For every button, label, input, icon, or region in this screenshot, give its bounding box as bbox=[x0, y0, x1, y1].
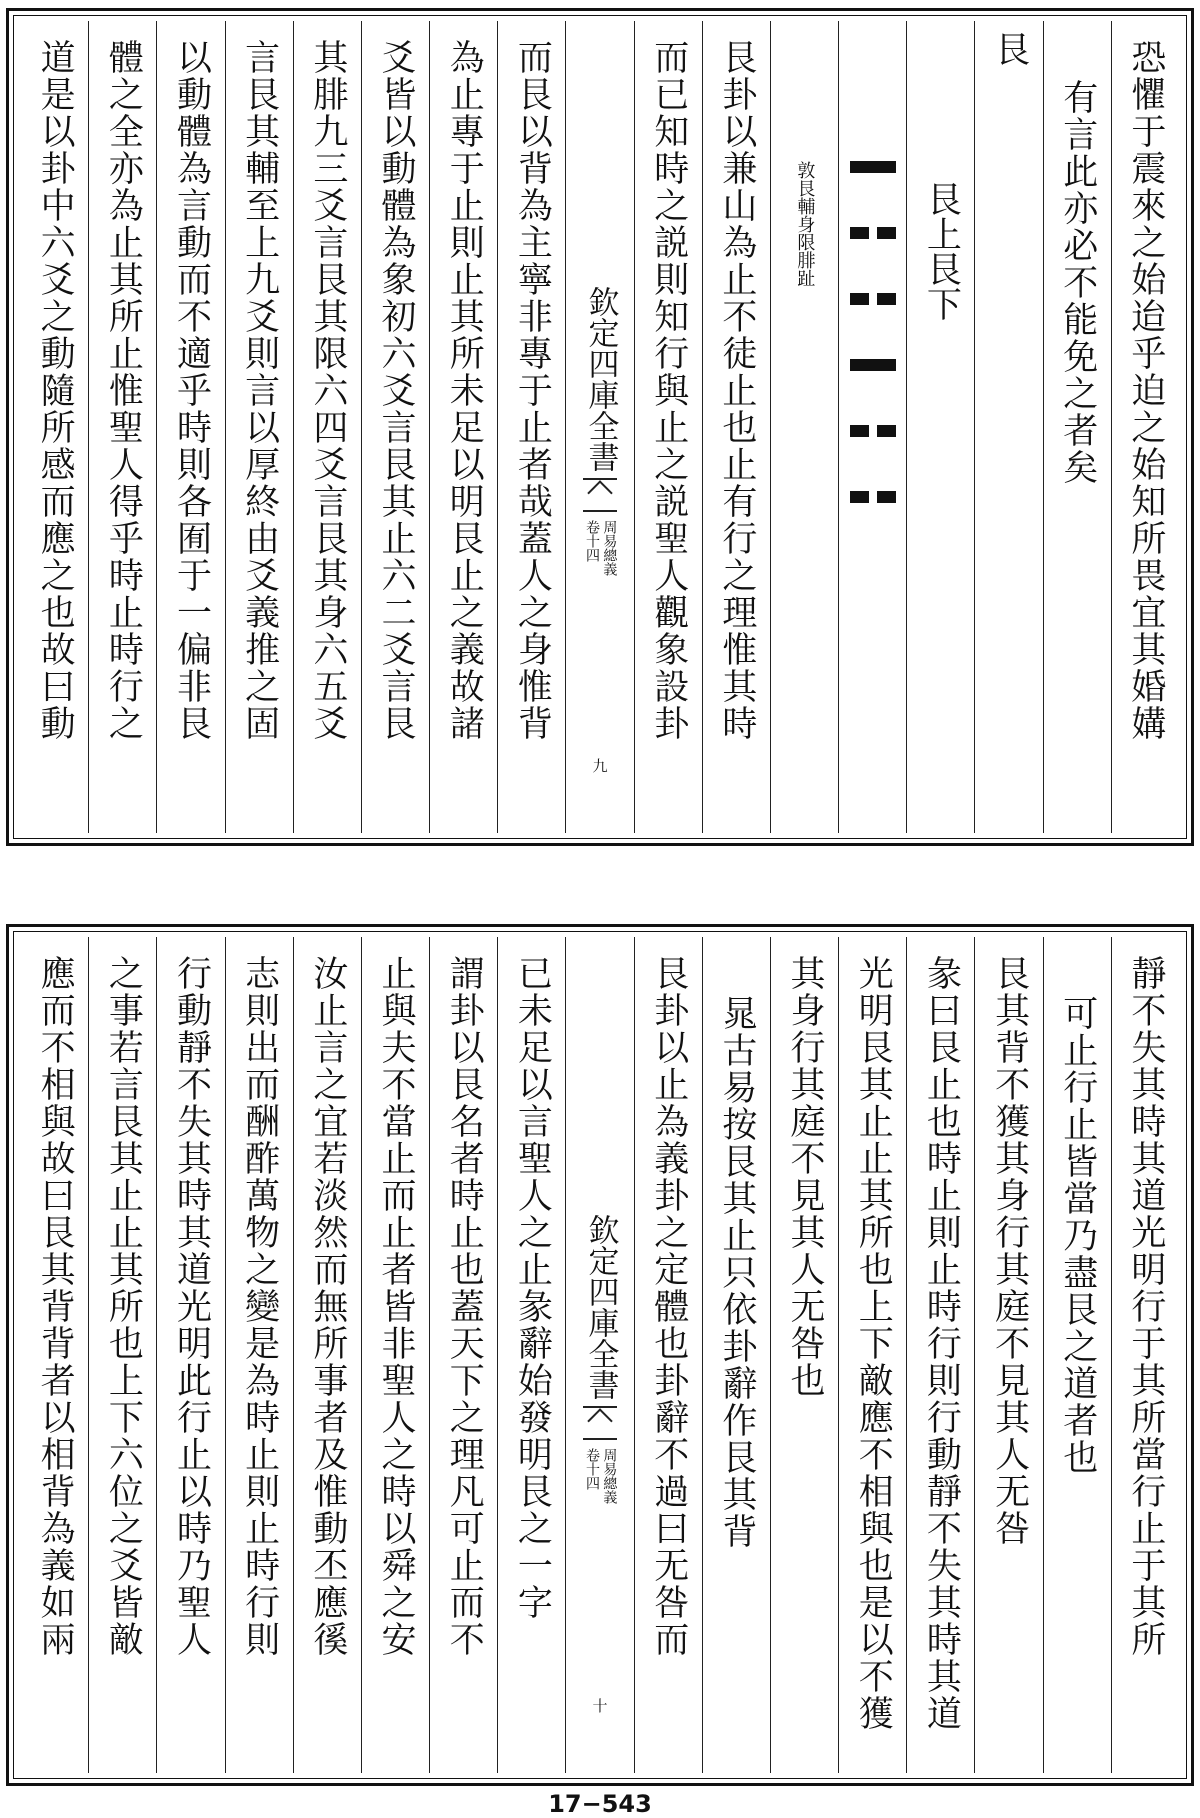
line-segment bbox=[850, 293, 869, 305]
text-column: 光明艮其止止其所也上下敵應不相與也是以不獲 bbox=[838, 937, 906, 1773]
page-number: 九 bbox=[590, 758, 609, 773]
text-column: 已未足以言聖人之止彖辭始發明艮之一字 bbox=[497, 937, 565, 1773]
text-column: 志則出而酬酢萬物之變是為時止則止時行則 bbox=[225, 937, 293, 1773]
text-column: 行動靜不失其時其道光明此行止以時乃聖人 bbox=[156, 937, 224, 1773]
line-segment bbox=[850, 161, 896, 173]
top-page-panel bbox=[6, 8, 1194, 846]
volume-label: 卷十四 bbox=[584, 520, 601, 562]
broken-line bbox=[850, 293, 896, 305]
text-column: 晁古易按艮其止只依卦辭作艮其背 bbox=[702, 937, 770, 1773]
text-column: 而艮以背為主寧非專于止者哉蓋人之身惟背 bbox=[497, 21, 565, 833]
line-names-text: 敦艮輔身限腓趾 bbox=[794, 161, 816, 287]
text-column: 之事若言艮其止止其所也上下六位之爻皆敵 bbox=[88, 937, 156, 1773]
bottom-columns bbox=[21, 937, 1179, 1773]
solid-line bbox=[850, 359, 896, 371]
line-segment bbox=[850, 227, 869, 239]
hexagram-name-column: 艮 bbox=[974, 21, 1042, 833]
book-title: 欽定四庫全書 bbox=[582, 286, 619, 472]
text-column: 艮卦以止為義卦之定體也卦辭不過曰无咎而 bbox=[634, 937, 702, 1773]
center-margin-column bbox=[565, 937, 633, 1773]
page-number: 十 bbox=[590, 1698, 609, 1713]
text-column: 可止行止皆當乃盡艮之道者也 bbox=[1043, 937, 1111, 1773]
text-column: 汝止言之宜若淡然而無所事者及惟動丕應徯 bbox=[293, 937, 361, 1773]
line-segment bbox=[877, 227, 896, 239]
trigram-label-column: 艮上艮下 bbox=[906, 21, 974, 833]
book-subtitle: 周易總義 bbox=[601, 1448, 618, 1504]
volume-label: 卷十四 bbox=[584, 1448, 601, 1490]
broken-line bbox=[850, 227, 896, 239]
text-column: 謂卦以艮名者時止也蓋天下之理凡可止而不 bbox=[429, 937, 497, 1773]
line-names-column bbox=[770, 21, 838, 833]
broken-line bbox=[850, 491, 896, 503]
text-column: 止與夫不當止而止者皆非聖人之時以舜之安 bbox=[361, 937, 429, 1773]
book-subtitle: 周易總義 bbox=[601, 520, 618, 576]
text-column: 為止專于止則止其所未足以明艮止之義故諸 bbox=[429, 21, 497, 833]
text-column: 艮其背不獲其身行其庭不見其人无咎 bbox=[974, 937, 1042, 1773]
bottom-page-panel bbox=[6, 924, 1194, 1786]
text-column: 以動體為言動而不適乎時則各囿于一偏非艮 bbox=[156, 21, 224, 833]
line-segment bbox=[877, 425, 896, 437]
text-column: 而已知時之説則知行與止之説聖人觀象設卦 bbox=[634, 21, 702, 833]
text-column: 彖曰艮止也時止則止時行則行動靜不失其時其道 bbox=[906, 937, 974, 1773]
line-segment bbox=[850, 491, 869, 503]
line-segment bbox=[877, 491, 896, 503]
text-column: 其腓九三爻言艮其限六四爻言艮其身六五爻 bbox=[293, 21, 361, 833]
fishtail-mark bbox=[583, 478, 617, 512]
text-column: 道是以卦中六爻之動隨所感而應之也故曰動 bbox=[35, 39, 76, 742]
text-column: 體之全亦為止其所止惟聖人得乎時止時行之 bbox=[88, 21, 156, 833]
hexagram-figure bbox=[850, 21, 896, 833]
line-segment bbox=[850, 425, 869, 437]
text-column: 恐懼于震來之始迨乎迫之始知所畏宜其婚媾 bbox=[1111, 21, 1179, 833]
top-columns bbox=[21, 21, 1179, 833]
text-column: 靜不失其時其道光明行于其所當行止于其所 bbox=[1111, 937, 1179, 1773]
text-column: 有言此亦必不能免之者矣 bbox=[1043, 21, 1111, 833]
line-segment bbox=[850, 359, 896, 371]
text-column: 其身行其庭不見其人无咎也 bbox=[770, 937, 838, 1773]
book-title: 欽定四庫全書 bbox=[582, 1214, 619, 1400]
hexagram-figure-column bbox=[838, 21, 906, 833]
text-column: 爻皆以動體為象初六爻言艮其止六二爻言艮 bbox=[361, 21, 429, 833]
footer-page-code: 17−543 bbox=[548, 1790, 652, 1818]
text-column: 應而不相與故曰艮其背背者以相背為義如兩 bbox=[35, 955, 76, 1658]
text-column: 言艮其輔至上九爻則言以厚終由爻義推之固 bbox=[225, 21, 293, 833]
solid-line bbox=[850, 161, 896, 173]
text-column: 艮卦以兼山為止不徒止也止有行之理惟其時 bbox=[702, 21, 770, 833]
fishtail-mark bbox=[583, 1406, 617, 1440]
center-margin-column bbox=[565, 21, 633, 833]
broken-line bbox=[850, 425, 896, 437]
line-segment bbox=[877, 293, 896, 305]
